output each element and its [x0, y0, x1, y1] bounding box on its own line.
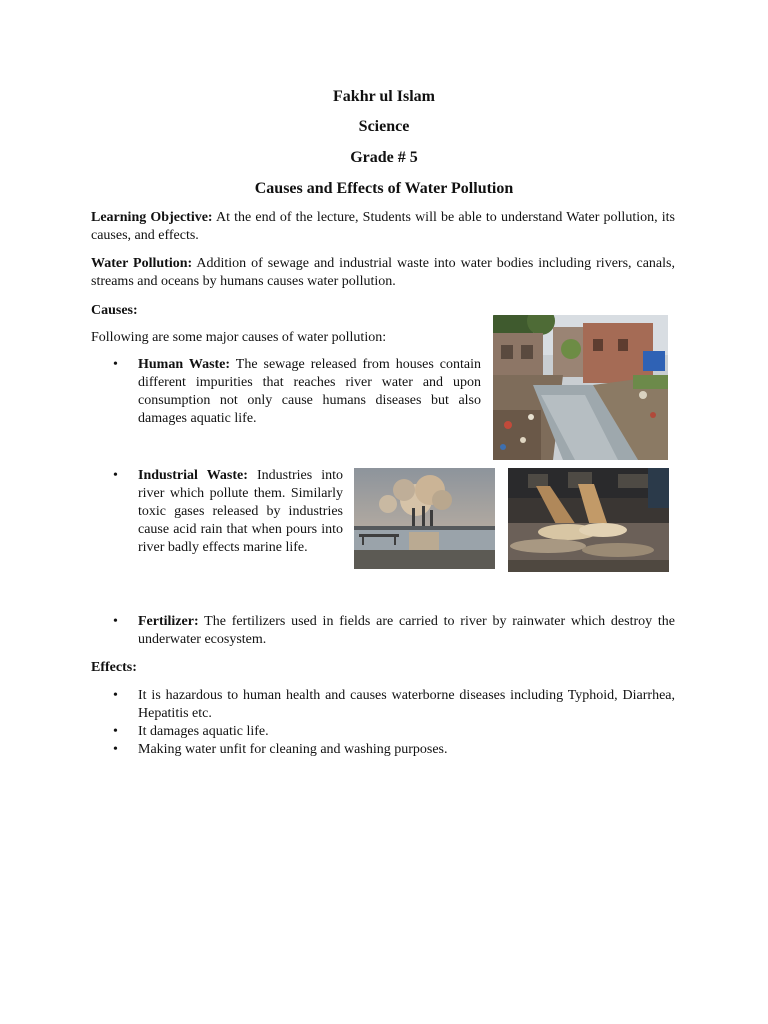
causes-intro: Following are some major causes of water pollution: [91, 330, 387, 345]
document-title: Causes and Effects of Water Pollution [254, 180, 514, 197]
list-item-industrial-waste [138, 467, 343, 557]
learning-objective-paragraph [91, 209, 675, 245]
grade-heading: Grade # 5 [350, 149, 418, 166]
human-waste-text: The sewage released from houses contain different impurities that reaches river water and upon consumption not only cause humans diseases but also damages aquatic life. [138, 357, 481, 426]
bullet-marker: • [113, 742, 118, 757]
bullet-marker: • [113, 614, 118, 629]
industrial-waste-label: Industrial Waste: [138, 468, 248, 483]
effects-item: Making water unfit for cleaning and washing purposes. [138, 742, 448, 757]
bullet-marker: • [113, 724, 118, 739]
industrial-smoke-photo [354, 468, 495, 569]
subject-heading: Science [358, 118, 410, 135]
bullet-marker: • [113, 468, 118, 483]
sewage-canal-photo [493, 315, 668, 460]
effects-item: It damages aquatic life. [138, 724, 269, 739]
wastewater-discharge-photo [508, 468, 669, 572]
bullet-marker: • [113, 688, 118, 703]
fertilizer-text: The fertilizers used in fields are carried to river by rainwater which destroy the underwater ecosystem. [138, 614, 675, 647]
effects-heading: Effects: [91, 660, 137, 675]
bullet-marker: • [113, 357, 118, 372]
water-pollution-paragraph [91, 255, 675, 291]
learning-objective-text: At the end of the lecture, Students will be able to understand Water pollution, its causes, and effects. [91, 210, 675, 243]
water-pollution-text: Addition of sewage and industrial waste into water bodies including rivers, canals, streams and oceans by humans causes water pollution. [91, 256, 675, 289]
learning-objective-label: Learning Objective: [91, 210, 213, 225]
author-name: Fakhr ul Islam [333, 88, 435, 105]
causes-heading: Causes: [91, 303, 138, 318]
water-pollution-label: Water Pollution: [91, 256, 193, 271]
fertilizer-label: Fertilizer: [138, 614, 199, 629]
human-waste-label: Human Waste: [138, 357, 231, 372]
list-item-fertilizer [138, 613, 675, 649]
list-item-human-waste [138, 356, 481, 428]
industrial-waste-text: Industries into river which pollute them. Similarly toxic gases released by industries cause acid rain that when pours into river badly effects marine life. [138, 468, 343, 555]
effects-item: It is hazardous to human health and causes waterborne diseases including Typhoid, Diarrhea, Hepatitis etc. [138, 688, 675, 721]
